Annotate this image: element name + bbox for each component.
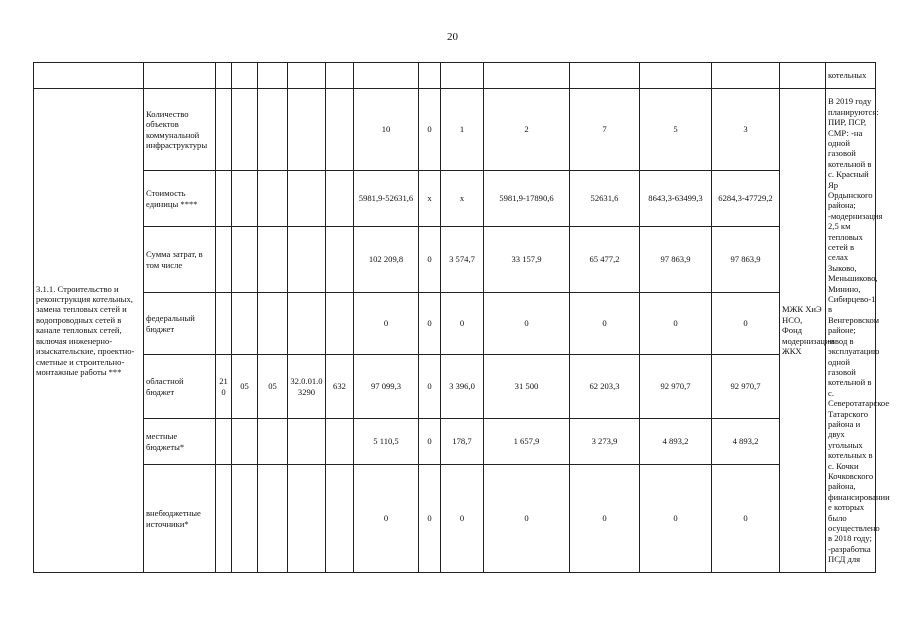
value-year: 65 477,2 (570, 227, 640, 293)
budget-code-grbs (216, 171, 232, 227)
indicator-label: местные бюджеты* (144, 419, 216, 465)
cell-empty (780, 63, 826, 89)
table-row (34, 293, 876, 355)
value-year: 92 970,7 (712, 355, 780, 419)
cell-empty (354, 63, 419, 89)
value-total: 0 (354, 293, 419, 355)
value-year: 5981,9-17890,6 (484, 171, 570, 227)
value-year: 0 (640, 293, 712, 355)
budget-code-pr (258, 171, 288, 227)
value-year: 8643,3-63499,3 (640, 171, 712, 227)
budget-code-rz (232, 171, 258, 227)
value-year: 0 (419, 227, 441, 293)
value-total: 5981,9-52631,6 (354, 171, 419, 227)
budget-code-vr (326, 293, 354, 355)
value-year: 3 (712, 89, 780, 171)
value-year: 52631,6 (570, 171, 640, 227)
value-year: 62 203,3 (570, 355, 640, 419)
value-year: 0 (484, 293, 570, 355)
budget-code-vr (326, 89, 354, 171)
cell-empty (144, 63, 216, 89)
table-row (34, 465, 876, 573)
value-year: х (441, 171, 484, 227)
table-row (34, 89, 876, 171)
value-year: 33 157,9 (484, 227, 570, 293)
value-year: 0 (640, 465, 712, 573)
cell-empty (326, 63, 354, 89)
value-year: 6284,3-47729,2 (712, 171, 780, 227)
cell-empty (640, 63, 712, 89)
cell-empty (216, 63, 232, 89)
value-year: 92 970,7 (640, 355, 712, 419)
value-year: 0 (712, 465, 780, 573)
budget-code-pr (258, 419, 288, 465)
value-year: 3 396,0 (441, 355, 484, 419)
measure-title: 3.1.1. Строительство и реконструкция котельных, замена тепловых сетей и водопроводных сетей в канале тепловых сетей, включая инженерно-изыскательские, проектно-сметные и строительно-монтажные работы *** (34, 89, 144, 573)
table-row (34, 355, 876, 419)
budget-code-csr (288, 419, 326, 465)
value-total: 102 209,8 (354, 227, 419, 293)
value-year: 0 (570, 293, 640, 355)
value-year: 0 (712, 293, 780, 355)
indicator-label: Количество объектов коммунальной инфраструктуры (144, 89, 216, 171)
budget-code-vr (326, 419, 354, 465)
value-year: 0 (419, 89, 441, 171)
budget-code-csr (288, 227, 326, 293)
table-row (34, 227, 876, 293)
value-year: 0 (419, 419, 441, 465)
value-year: 1 (441, 89, 484, 171)
budget-code-pr (258, 465, 288, 573)
value-year: 0 (419, 293, 441, 355)
budget-code-csr: 32.0.01.03290 (288, 355, 326, 419)
indicator-label: внебюджетные источники* (144, 465, 216, 573)
value-year: 3 273,9 (570, 419, 640, 465)
value-year: 3 574,7 (441, 227, 484, 293)
budget-code-csr (288, 89, 326, 171)
indicator-label: Стоимость единицы **** (144, 171, 216, 227)
value-year: х (419, 171, 441, 227)
responsible-executor: МЖК ХиЭ НСО, Фонд модернизации ЖКХ (780, 89, 826, 573)
budget-code-rz (232, 465, 258, 573)
budget-code-vr (326, 465, 354, 573)
budget-code-rz (232, 227, 258, 293)
budget-code-pr (258, 89, 288, 171)
value-year: 178,7 (441, 419, 484, 465)
table-row (34, 171, 876, 227)
cell-empty (570, 63, 640, 89)
budget-code-csr (288, 293, 326, 355)
budget-code-pr (258, 227, 288, 293)
cell-empty (419, 63, 441, 89)
value-total: 10 (354, 89, 419, 171)
budget-code-grbs (216, 419, 232, 465)
budget-code-rz (232, 419, 258, 465)
value-year: 1 657,9 (484, 419, 570, 465)
indicator-label: федеральный бюджет (144, 293, 216, 355)
budget-code-grbs: 210 (216, 355, 232, 419)
budget-code-rz (232, 293, 258, 355)
budget-code-grbs (216, 227, 232, 293)
value-year: 31 500 (484, 355, 570, 419)
value-year: 0 (441, 465, 484, 573)
cell-empty (258, 63, 288, 89)
value-year: 97 863,9 (640, 227, 712, 293)
program-table (33, 62, 890, 573)
value-total: 0 (354, 465, 419, 573)
budget-code-rz: 05 (232, 355, 258, 419)
value-year: 2 (484, 89, 570, 171)
value-total: 97 099,3 (354, 355, 419, 419)
continuation-row (34, 63, 876, 89)
value-year: 5 (640, 89, 712, 171)
indicator-label: областной бюджет (144, 355, 216, 419)
budget-code-rz (232, 89, 258, 171)
budget-code-csr (288, 171, 326, 227)
budget-code-grbs (216, 465, 232, 573)
cell-empty (484, 63, 570, 89)
continuation-note: котельных (826, 63, 876, 89)
value-year: 0 (419, 465, 441, 573)
value-year: 4 893,2 (712, 419, 780, 465)
value-year: 0 (441, 293, 484, 355)
budget-code-pr (258, 293, 288, 355)
page-number: 20 (447, 31, 458, 43)
indicator-label: Сумма затрат, в том числе (144, 227, 216, 293)
value-year: 7 (570, 89, 640, 171)
cell-empty (34, 63, 144, 89)
value-year: 0 (570, 465, 640, 573)
budget-code-vr: 632 (326, 355, 354, 419)
budget-code-pr: 05 (258, 355, 288, 419)
cell-empty (441, 63, 484, 89)
budget-code-vr (326, 227, 354, 293)
measure-note: В 2019 году планируются: ПИР, ПСР, СМР: -на одной газовой котельной в с. Красный Яр Ордынского района; -модернизация 2,5 км тепловых сетей в селах Зыково, Меньшиково, Минино, Сибирцево-1 в Венгеровском районе; -ввод в эксплуатацию одной газовой котельной в с. Северотатарское Татарского района и двух угольных котельных в с. Кочки Кочковского района, финансировании е которых было осуществлено в 2018 году; -разработка ПСД для (826, 89, 876, 573)
value-year: 97 863,9 (712, 227, 780, 293)
value-year: 0 (419, 355, 441, 419)
value-year: 0 (484, 465, 570, 573)
cell-empty (288, 63, 326, 89)
cell-empty (232, 63, 258, 89)
cell-empty (712, 63, 780, 89)
budget-code-csr (288, 465, 326, 573)
value-total: 5 110,5 (354, 419, 419, 465)
budget-code-grbs (216, 293, 232, 355)
budget-code-grbs (216, 89, 232, 171)
table-row (34, 419, 876, 465)
budget-code-vr (326, 171, 354, 227)
value-year: 4 893,2 (640, 419, 712, 465)
